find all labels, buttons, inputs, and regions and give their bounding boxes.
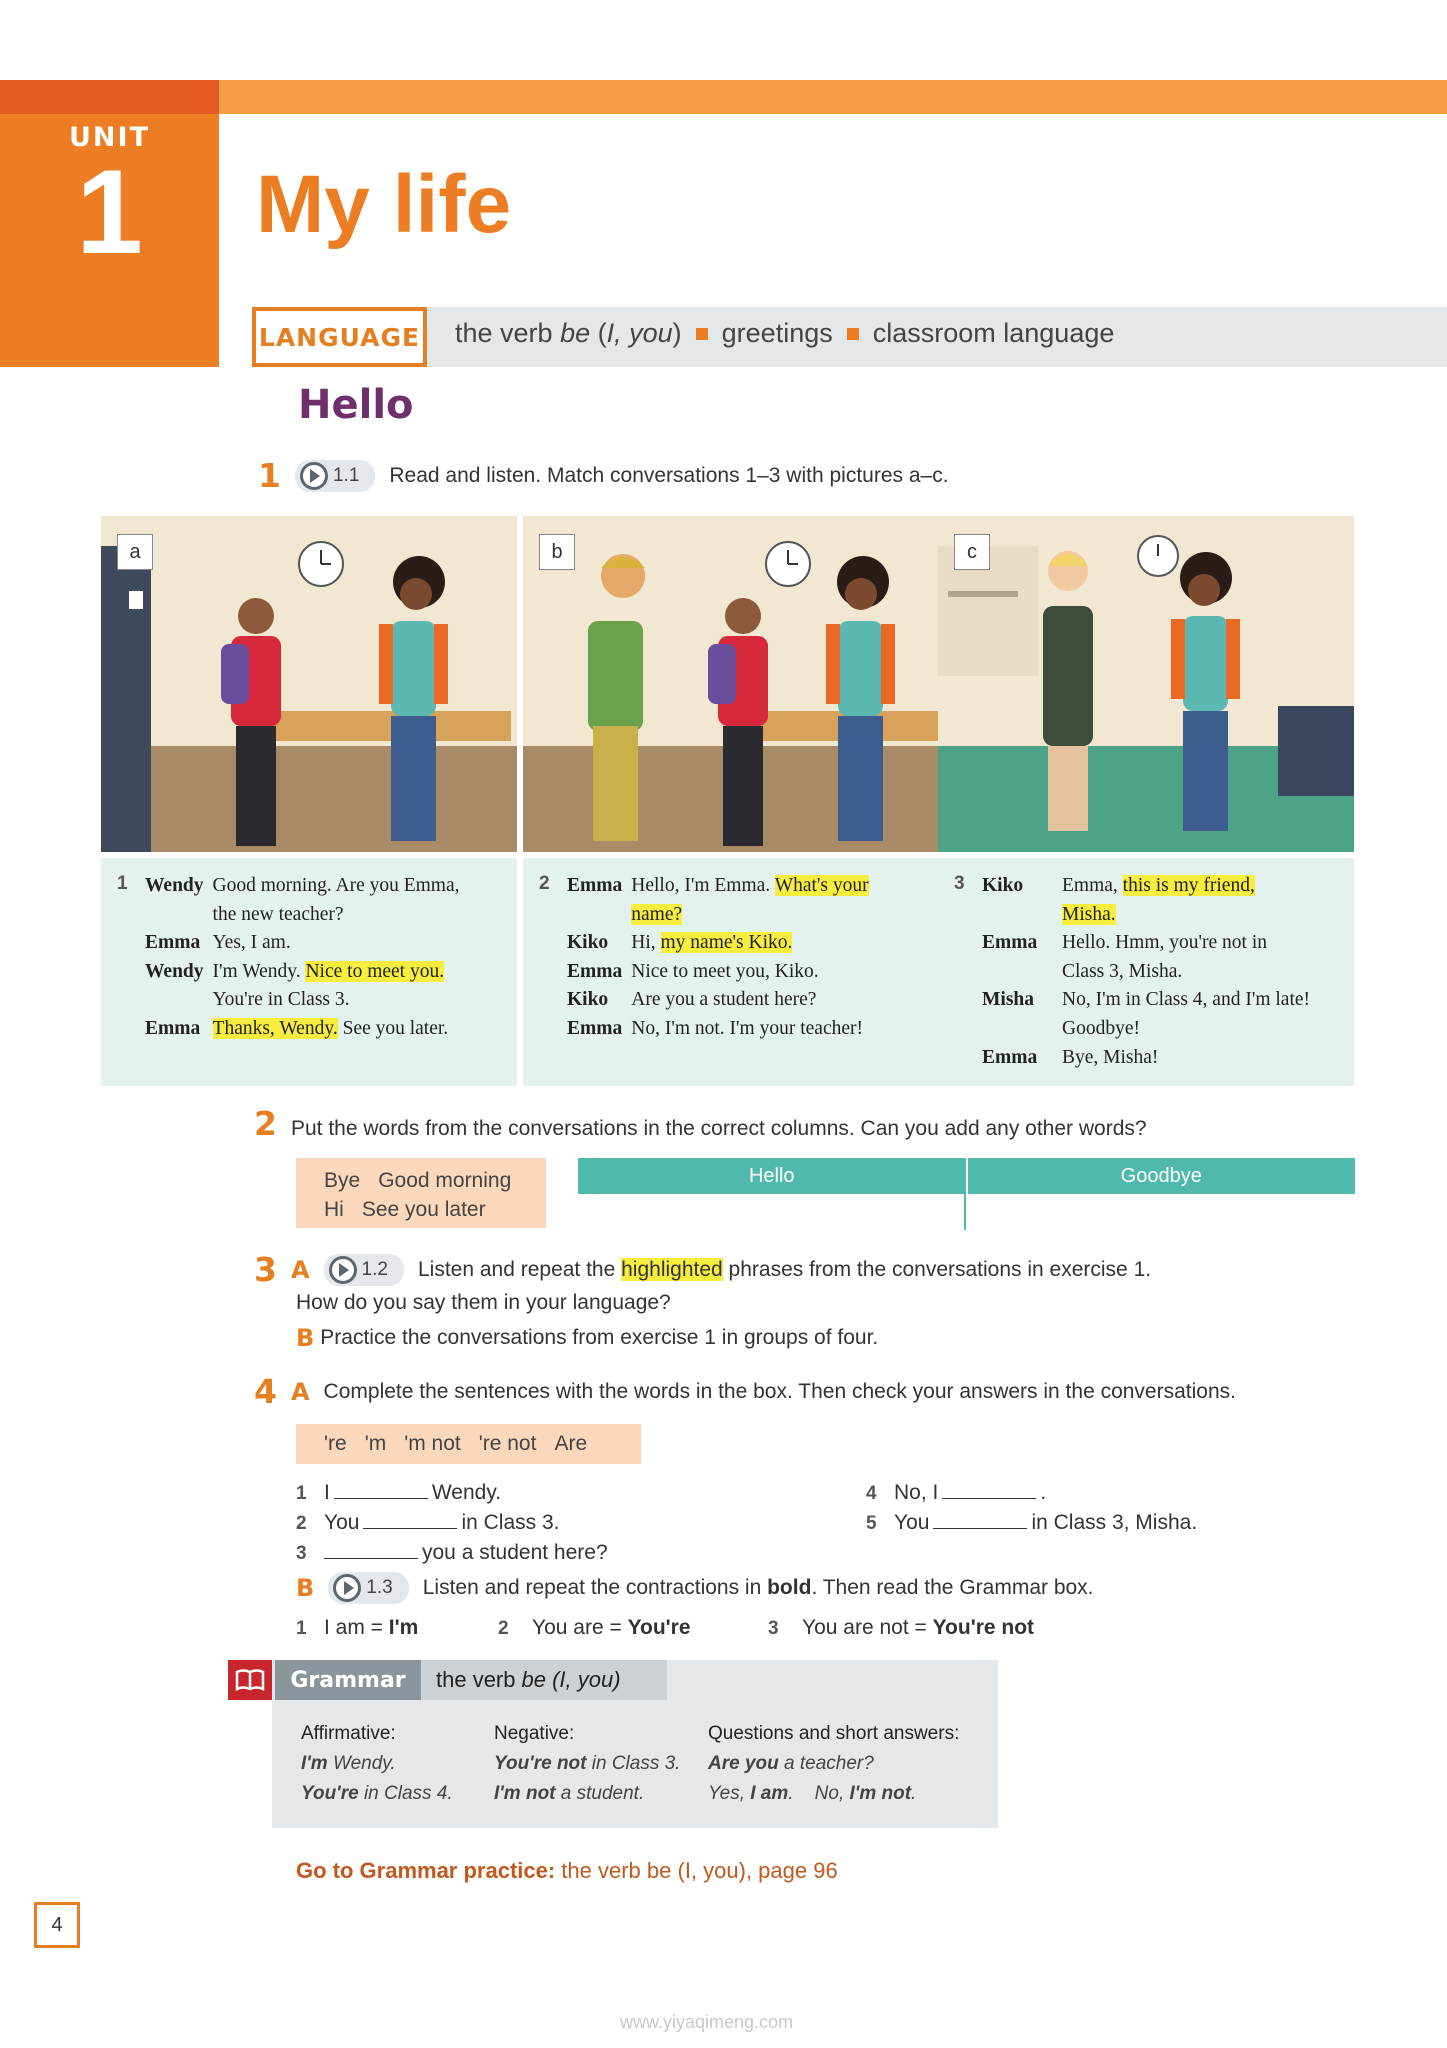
- line-text: Emma, this is my friend, Misha.: [1062, 875, 1255, 925]
- line-text: No, I'm not. I'm your teacher!: [631, 1017, 863, 1039]
- speaker: Wendy: [145, 875, 204, 896]
- unit-number: 1: [76, 145, 143, 279]
- highlighted-phrase: Nice to meet you.: [305, 960, 445, 982]
- picture-c: [938, 516, 1354, 852]
- word: 're: [324, 1432, 347, 1455]
- sub-label: A: [290, 1255, 310, 1284]
- speaker: Emma: [567, 1017, 623, 1039]
- grammar-column-questions: Questions and short answers: Are you a teacher? Yes, I am. No, I'm not.: [708, 1719, 959, 1809]
- sentence: 2 You in Class 3.: [296, 1511, 560, 1534]
- exercise-number: 4: [254, 1372, 277, 1411]
- conversation-number: 1: [117, 873, 128, 894]
- exercise-instruction: Practice the conversations from exercise 1 in groups of four.: [320, 1326, 879, 1349]
- word: Are: [554, 1432, 588, 1455]
- page-number: 4: [34, 1902, 80, 1948]
- play-icon: [300, 462, 328, 490]
- speaker: Emma: [982, 932, 1038, 954]
- speaker: Misha: [982, 989, 1035, 1011]
- grammar-column-negative: Negative: You're not in Class 3. I'm not a student.: [494, 1719, 680, 1809]
- answer-blank[interactable]: [942, 1481, 1036, 1499]
- line-text: Good morning. Are you Emma, the new teacher?: [212, 875, 460, 925]
- grammar-column-affirmative: Affirmative: I'm Wendy. You're in Class 4.: [301, 1719, 453, 1809]
- picture-letter: a: [117, 534, 153, 570]
- word: See you later: [361, 1198, 486, 1221]
- exercise-2-header: [254, 1104, 1147, 1143]
- speaker: Emma: [145, 932, 201, 954]
- sentence: 3 you a student here?: [296, 1541, 608, 1564]
- answer-blank[interactable]: [324, 1541, 418, 1559]
- sub-label: A: [290, 1377, 310, 1406]
- picture-letter: c: [954, 534, 990, 570]
- audio-track-number: 1.2: [361, 1258, 388, 1280]
- line-text: Are you a student here?: [631, 989, 817, 1011]
- exercise-number: 2: [254, 1104, 277, 1143]
- exercise-instruction: Listen and repeat the contractions in bold. Then read the Grammar box.: [422, 1576, 1094, 1599]
- grammar-heading: Negative:: [494, 1723, 575, 1744]
- line-text: I'm Wendy. Nice to meet you. You're in Class 3.: [212, 960, 445, 1011]
- contraction: 1 I am = I'm: [296, 1616, 419, 1639]
- word: 're not: [478, 1432, 537, 1455]
- word: Hi: [324, 1198, 344, 1221]
- highlighted-word: highlighted: [621, 1257, 723, 1281]
- conversation-2: [523, 858, 939, 1086]
- page-title: My life: [256, 159, 512, 250]
- language-item: classroom language: [872, 318, 1115, 348]
- answer-blank[interactable]: [334, 1481, 428, 1499]
- audio-track-number: 1.3: [366, 1577, 393, 1598]
- word: Bye: [324, 1169, 361, 1192]
- audio-track-number: 1.1: [332, 464, 360, 486]
- line-text: Nice to meet you, Kiko.: [631, 960, 819, 982]
- exercise-number: 3: [254, 1250, 277, 1289]
- contraction: 3 You are not = You're not: [768, 1616, 1035, 1639]
- grammar-heading: Affirmative:: [301, 1723, 396, 1744]
- sub-label: B: [296, 1324, 315, 1352]
- column-goodbye: Goodbye: [966, 1158, 1356, 1194]
- speaker: Kiko: [982, 875, 1024, 896]
- play-icon: [329, 1256, 357, 1284]
- exercise-instruction: Complete the sentences with the words in the box. Then check your answers in the conversations.: [323, 1379, 1236, 1403]
- exercise-instruction-line2: How do you say them in your language?: [296, 1291, 671, 1314]
- picture-letter: b: [539, 534, 575, 570]
- audio-track-button[interactable]: [324, 1254, 404, 1286]
- line-text: No, I'm in Class 4, and I'm late! Goodbye!: [1062, 989, 1311, 1039]
- speaker: Emma: [567, 875, 623, 896]
- line-text: Hello. Hmm, you're not in Class 3, Misha.: [1062, 932, 1267, 982]
- grammar-tab: Grammar: [275, 1660, 421, 1700]
- exercise-3b: [296, 1324, 878, 1352]
- line-text: Hello, I'm Emma. What's your name?: [631, 875, 869, 925]
- word: Good morning: [378, 1169, 512, 1192]
- language-items: [455, 318, 1114, 349]
- column-divider: [964, 1194, 966, 1230]
- stripe-decoration: [0, 350, 219, 367]
- play-icon: [333, 1574, 361, 1602]
- bullet-square-icon: [696, 328, 708, 340]
- language-item: greetings: [721, 318, 833, 348]
- section-title: Hello: [298, 382, 414, 428]
- speaker: Wendy: [145, 960, 204, 982]
- picture-a: [101, 516, 517, 852]
- language-item: the verb be (I, you): [455, 318, 682, 348]
- exercise-3a-header: [254, 1250, 1151, 1289]
- picture-b: [523, 516, 939, 852]
- exercise-instruction: Listen and repeat the highlighted phrases from the conversations in exercise 1.: [417, 1257, 1152, 1281]
- word: 'm: [364, 1432, 387, 1455]
- exercise-instruction: Read and listen. Match conversations 1–3 with pictures a–c.: [389, 463, 949, 487]
- book-icon: [228, 1660, 272, 1700]
- sentence: 1 I Wendy.: [296, 1481, 502, 1504]
- exercise-number: 1: [258, 456, 281, 495]
- line-text: Thanks, Wendy. See you later.: [212, 1017, 449, 1039]
- sub-label: B: [296, 1574, 315, 1602]
- line-text: Yes, I am.: [212, 932, 291, 954]
- columns-table-header: [578, 1158, 1355, 1194]
- bullet-square-icon: [847, 328, 859, 340]
- grammar-heading: Questions and short answers:: [708, 1723, 960, 1744]
- exercise-instruction: Put the words from the conversations in the correct columns. Can you add any other words?: [290, 1117, 1147, 1140]
- word-box: [296, 1158, 546, 1228]
- conversation-number: 2: [539, 873, 550, 894]
- word: 'm not: [404, 1432, 461, 1455]
- line-text: Bye, Misha!: [1062, 1046, 1159, 1068]
- highlighted-phrase: What's your name?: [631, 875, 869, 925]
- speaker: Emma: [567, 960, 623, 982]
- column-hello: Hello: [748, 1164, 795, 1187]
- sentence: 5 You in Class 3, Misha.: [866, 1511, 1198, 1534]
- speaker: Kiko: [567, 989, 609, 1011]
- conversation-number: 3: [954, 873, 965, 894]
- grammar-practice-link[interactable]: Go to Grammar practice: the verb be (I, you), page 96: [296, 1858, 838, 1883]
- audio-track-button[interactable]: [295, 460, 375, 492]
- answer-blank[interactable]: [363, 1511, 457, 1529]
- contraction: 2 You are = You're: [498, 1616, 691, 1639]
- audio-track-button[interactable]: [328, 1572, 408, 1604]
- highlighted-phrase: this is my friend, Misha.: [1062, 875, 1255, 925]
- exercise-4a-header: [254, 1372, 1236, 1411]
- conversation-1: [101, 858, 517, 1086]
- line-text: Hi, my name's Kiko.: [631, 932, 793, 954]
- grammar-title: the verb be (I, you): [421, 1660, 667, 1700]
- highlighted-phrase: Thanks, Wendy.: [212, 1017, 338, 1039]
- answer-blank[interactable]: [933, 1511, 1027, 1529]
- exercise-4b-header: [296, 1572, 1094, 1604]
- watermark: www.yiyaqimeng.com: [620, 2012, 794, 2032]
- word-box: [296, 1424, 641, 1464]
- language-label: LANGUAGE: [252, 307, 427, 367]
- speaker: Kiko: [567, 932, 609, 954]
- conversation-3: [938, 858, 1354, 1086]
- speaker: Emma: [982, 1046, 1038, 1068]
- speaker: Emma: [145, 1017, 201, 1039]
- highlighted-phrase: my name's Kiko.: [660, 932, 793, 954]
- exercise-1-header: [258, 456, 949, 495]
- sentence: 4 No, I .: [866, 1481, 1047, 1504]
- unit-label: UNIT: [69, 122, 150, 153]
